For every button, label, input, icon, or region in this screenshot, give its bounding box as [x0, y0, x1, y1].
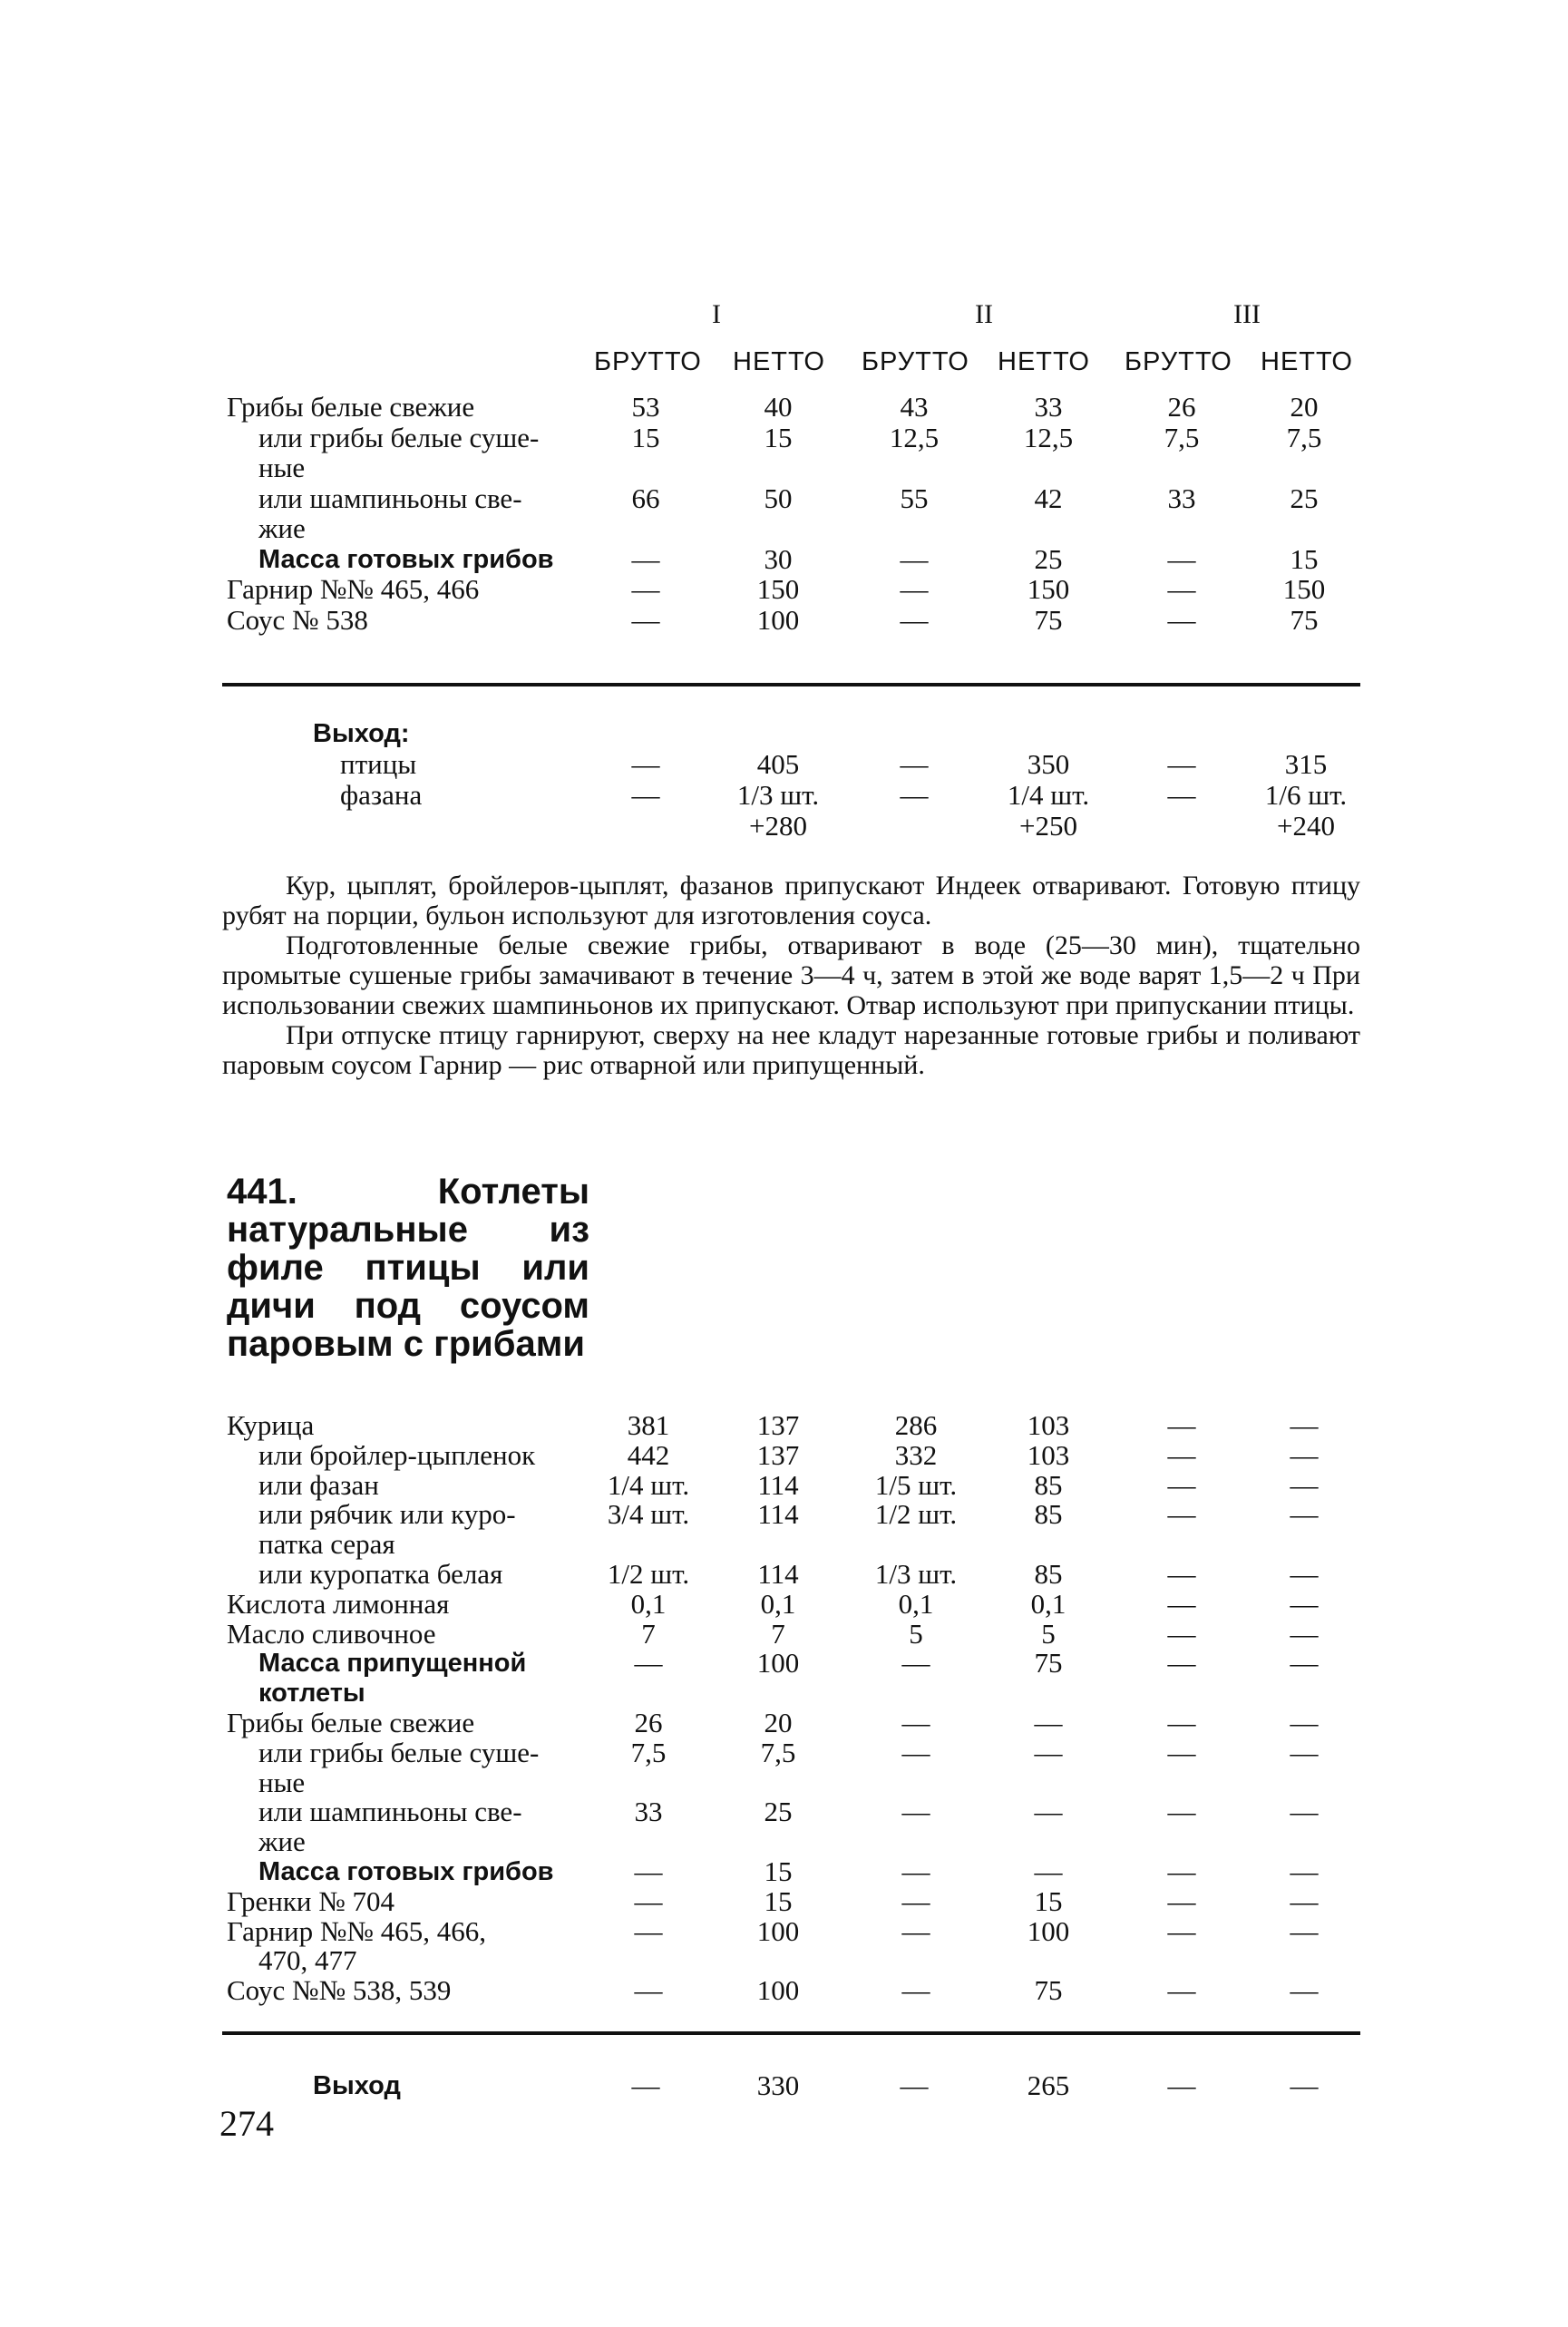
output-value: —: [631, 2069, 660, 2101]
row-value: —: [634, 1647, 663, 1680]
row-value: —: [634, 1974, 663, 2007]
row-value: 15: [764, 1884, 793, 1917]
row-value: 381: [627, 1409, 670, 1441]
row-label: Курица: [227, 1409, 315, 1441]
row-value: 103: [1027, 1438, 1070, 1471]
row-value: —: [1167, 1796, 1196, 1828]
table-divider-2: [222, 2031, 1360, 2035]
row-value: +280: [749, 810, 807, 842]
row-label: Гарнир №№ 465, 466: [227, 573, 480, 605]
output-title: Выход:: [313, 719, 410, 748]
row-value: 15: [1290, 542, 1319, 575]
row-value: —: [631, 748, 660, 780]
row-value: 75: [1034, 603, 1063, 636]
row-label: или куропатка белая: [258, 1558, 503, 1590]
row-value: 15: [764, 421, 793, 453]
row-value: 1/4 шт.: [1007, 779, 1090, 811]
row-label: фазана: [340, 779, 423, 811]
column-net-1: НЕТТО: [733, 347, 825, 376]
row-value: —: [900, 779, 929, 811]
row-value: 7,5: [1164, 421, 1200, 453]
row-value: 15: [631, 421, 660, 453]
recipe-description: [222, 871, 1360, 1080]
row-value: —: [1034, 1855, 1063, 1887]
row-value: —: [1167, 573, 1196, 605]
row-value: 53: [631, 391, 660, 423]
row-value: 1/6 шт.: [1264, 779, 1348, 811]
row-label: или грибы белые суше-: [258, 421, 540, 453]
row-value: —: [1290, 1587, 1319, 1620]
row-value: 0,1: [760, 1587, 796, 1620]
row-label: Грибы белые свежие: [227, 1707, 475, 1738]
row-value: —: [1167, 1498, 1196, 1531]
row-label: Соус № 538: [227, 603, 368, 636]
row-value: —: [901, 1736, 930, 1768]
row-value: 286: [894, 1409, 938, 1441]
row-label: или шампиньоны све-: [258, 482, 522, 514]
row-label: или рябчик или куро-: [258, 1498, 516, 1531]
row-label: ные: [258, 1766, 306, 1798]
row-label: Масса готовых грибов: [258, 1857, 554, 1886]
column-group-2: II: [975, 299, 993, 329]
row-value: 114: [757, 1558, 799, 1590]
row-value: —: [1167, 1558, 1196, 1590]
row-value: —: [1167, 1468, 1196, 1501]
row-value: 114: [757, 1498, 799, 1531]
row-value: —: [1167, 1438, 1196, 1471]
row-value: 40: [764, 391, 793, 423]
row-value: 137: [756, 1409, 800, 1441]
row-value: —: [1290, 1884, 1319, 1917]
row-label: жие: [258, 1826, 306, 1858]
row-value: —: [900, 542, 929, 575]
page-number: 274: [219, 2103, 274, 2144]
row-label: Масса припущенной: [258, 1649, 527, 1679]
row-value: 43: [900, 391, 929, 423]
row-label: котлеты: [258, 1679, 365, 1709]
column-group-1: I: [712, 299, 721, 329]
row-value: —: [1290, 1498, 1319, 1531]
row-value: 405: [756, 748, 800, 780]
row-value: —: [1290, 1558, 1319, 1590]
row-value: 66: [631, 482, 660, 514]
row-value: —: [1167, 1884, 1196, 1917]
row-value: —: [1167, 779, 1196, 811]
row-value: —: [1290, 1647, 1319, 1680]
row-label: 470, 477: [258, 1944, 357, 1977]
row-value: 315: [1284, 748, 1328, 780]
row-value: —: [900, 573, 929, 605]
row-label: или бройлер-цыпленок: [258, 1438, 536, 1471]
row-value: 103: [1027, 1409, 1070, 1441]
description-paragraph: Подготовленные белые свежие грибы, отваривают в воде (25—30 мин), тщательно промытые сушеные грибы замачивают в течение 3—4 ч, затем в этой же воде варят 1,5—2 ч При использовании свежих шампиньонов их припускают. Отвар используют при припускании птицы.: [222, 930, 1360, 1020]
row-value: —: [901, 1796, 930, 1828]
row-value: 15: [1034, 1884, 1063, 1917]
row-value: —: [634, 1884, 663, 1917]
row-label: Кислота лимонная: [227, 1587, 450, 1620]
row-value: 33: [1167, 482, 1196, 514]
row-value: 85: [1034, 1498, 1063, 1531]
row-value: 1/3 шт.: [874, 1558, 958, 1590]
row-value: 20: [764, 1707, 793, 1738]
output-label: Выход: [313, 2071, 401, 2100]
row-value: 30: [764, 542, 793, 575]
row-value: 7,5: [760, 1736, 796, 1768]
row-value: —: [900, 748, 929, 780]
row-value: 1/2 шт.: [874, 1498, 958, 1531]
row-value: 12,5: [1023, 421, 1074, 453]
row-value: 0,1: [630, 1587, 667, 1620]
row-value: 350: [1027, 748, 1070, 780]
column-group-3: III: [1233, 299, 1261, 329]
row-value: —: [634, 1855, 663, 1887]
row-value: 150: [1027, 573, 1070, 605]
output-value: 265: [1027, 2069, 1070, 2101]
row-value: 114: [757, 1468, 799, 1501]
output-value: —: [1167, 2069, 1196, 2101]
row-value: —: [1290, 1438, 1319, 1471]
output-value: —: [1290, 2069, 1319, 2101]
row-value: 26: [634, 1707, 663, 1738]
row-value: —: [901, 1974, 930, 2007]
row-value: 137: [756, 1438, 800, 1471]
row-value: 75: [1034, 1647, 1063, 1680]
row-value: —: [1034, 1707, 1063, 1738]
row-value: —: [1290, 1409, 1319, 1441]
row-value: 100: [1027, 1914, 1070, 1947]
row-value: —: [1034, 1736, 1063, 1768]
row-value: 1/5 шт.: [874, 1468, 958, 1501]
row-value: —: [1290, 1736, 1319, 1768]
row-value: —: [1167, 542, 1196, 575]
row-value: 100: [756, 1914, 800, 1947]
row-value: —: [631, 573, 660, 605]
row-label: патка серая: [258, 1528, 395, 1561]
row-value: 55: [900, 482, 929, 514]
row-value: 3/4 шт.: [607, 1498, 690, 1531]
row-value: 12,5: [889, 421, 940, 453]
row-value: 25: [1290, 482, 1319, 514]
row-value: 100: [756, 1647, 800, 1680]
row-value: —: [1167, 1617, 1196, 1650]
row-value: —: [901, 1884, 930, 1917]
row-value: —: [1167, 1736, 1196, 1768]
row-label: Масло сливочное: [227, 1617, 436, 1650]
row-value: 5: [909, 1617, 923, 1650]
row-label: Гарнир №№ 465, 466,: [227, 1914, 486, 1947]
row-value: 20: [1290, 391, 1319, 423]
row-value: 5: [1041, 1617, 1056, 1650]
row-label: или грибы белые суше-: [258, 1736, 540, 1768]
row-value: —: [901, 1855, 930, 1887]
column-net-3: НЕТТО: [1261, 347, 1353, 376]
row-value: 0,1: [1030, 1587, 1066, 1620]
row-value: 85: [1034, 1558, 1063, 1590]
row-value: —: [901, 1707, 930, 1738]
row-value: 100: [756, 603, 800, 636]
row-value: —: [901, 1914, 930, 1947]
description-paragraph: При отпуске птицу гарнируют, сверху на нее кладут нарезанные готовые грибы и поливают паровым соусом Гарнир — рис отварной или припущенный.: [222, 1020, 1360, 1080]
row-value: —: [1167, 1914, 1196, 1947]
row-value: 25: [764, 1796, 793, 1828]
row-value: +250: [1019, 810, 1077, 842]
row-value: 42: [1034, 482, 1063, 514]
row-value: —: [1290, 1914, 1319, 1947]
row-value: —: [1167, 1647, 1196, 1680]
row-value: 0,1: [898, 1587, 934, 1620]
row-value: 50: [764, 482, 793, 514]
row-value: —: [1290, 1974, 1319, 2007]
row-value: 85: [1034, 1468, 1063, 1501]
row-value: —: [634, 1914, 663, 1947]
row-value: —: [901, 1647, 930, 1680]
row-value: 1/4 шт.: [607, 1468, 690, 1501]
row-label: Грибы белые свежие: [227, 391, 475, 423]
row-value: —: [1167, 1707, 1196, 1738]
row-value: —: [631, 603, 660, 636]
column-net-2: НЕТТО: [998, 347, 1090, 376]
row-value: +240: [1277, 810, 1335, 842]
row-label: ные: [258, 452, 306, 483]
row-value: 7: [771, 1617, 785, 1650]
row-value: —: [1290, 1707, 1319, 1738]
row-value: 33: [1034, 391, 1063, 423]
row-value: —: [1167, 603, 1196, 636]
row-value: 442: [627, 1438, 670, 1471]
row-label: или фазан: [258, 1468, 379, 1501]
row-value: —: [1167, 1855, 1196, 1887]
row-label: жие: [258, 512, 306, 544]
row-value: 15: [764, 1855, 793, 1887]
row-value: 25: [1034, 542, 1063, 575]
row-label: Масса готовых грибов: [258, 544, 554, 574]
row-value: 332: [894, 1438, 938, 1471]
output-value: 330: [756, 2069, 800, 2101]
row-value: 33: [634, 1796, 663, 1828]
recipe-title: 441. Котлеты натуральные из филе птицы или дичи под соусом паровым с грибами: [227, 1172, 589, 1364]
row-value: —: [1167, 1409, 1196, 1441]
row-value: 7,5: [630, 1736, 667, 1768]
row-label: Соус №№ 538, 539: [227, 1974, 452, 2007]
output-value: —: [900, 2069, 929, 2101]
row-value: —: [631, 542, 660, 575]
column-gross-3: БРУТТО: [1125, 347, 1232, 376]
row-value: 75: [1034, 1974, 1063, 2007]
row-value: 100: [756, 1974, 800, 2007]
row-value: 26: [1167, 391, 1196, 423]
row-label: птицы: [340, 748, 417, 780]
row-value: —: [1290, 1468, 1319, 1501]
column-gross-1: БРУТТО: [594, 347, 702, 376]
row-value: —: [1034, 1796, 1063, 1828]
row-value: 7,5: [1286, 421, 1322, 453]
table-divider-1: [222, 683, 1360, 686]
row-value: —: [1167, 1974, 1196, 2007]
row-value: —: [1167, 1587, 1196, 1620]
description-paragraph: Кур, цыплят, бройлеров-цыплят, фазанов припускают Индеек отваривают. Готовую птицу рубят на порции, бульон используют для изготовления соуса.: [222, 871, 1360, 930]
row-value: —: [1290, 1855, 1319, 1887]
row-label: Гренки № 704: [227, 1884, 395, 1917]
row-label: или шампиньоны све-: [258, 1796, 522, 1828]
row-value: 1/2 шт.: [607, 1558, 690, 1590]
row-value: —: [1290, 1796, 1319, 1828]
row-value: 7: [641, 1617, 656, 1650]
row-value: —: [900, 603, 929, 636]
row-value: —: [1290, 1617, 1319, 1650]
row-value: 150: [756, 573, 800, 605]
row-value: —: [1167, 748, 1196, 780]
row-value: 150: [1282, 573, 1326, 605]
row-value: 75: [1290, 603, 1319, 636]
column-gross-2: БРУТТО: [862, 347, 969, 376]
row-value: 1/3 шт.: [736, 779, 820, 811]
row-value: —: [631, 779, 660, 811]
